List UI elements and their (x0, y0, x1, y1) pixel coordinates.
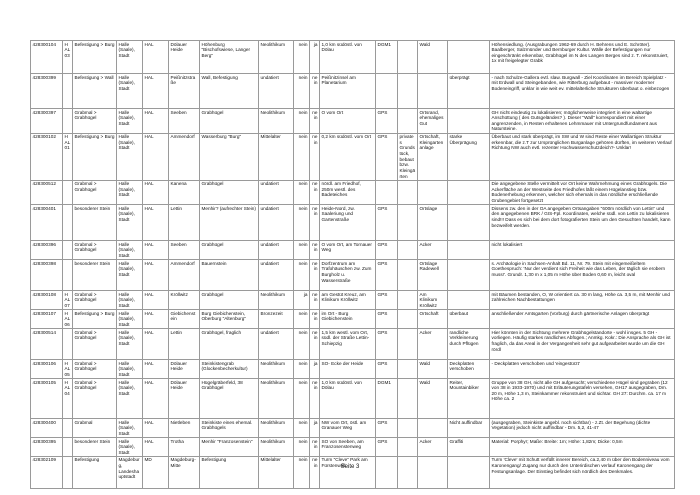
cell-flag: nein (294, 41, 310, 74)
cell-survey: GPS (376, 291, 398, 310)
cell-flag: nein (294, 241, 310, 260)
cell-municipality: Halle (Saale), Stadt (117, 133, 143, 180)
cell-land-use: Wald (418, 379, 448, 419)
cell-flag: nein (294, 205, 310, 241)
cell-flag: nein (294, 109, 310, 134)
cell-category: Grabmal > Grabhügel (73, 379, 117, 419)
cell-id: 428302109 (31, 456, 63, 488)
cell-notes: mit Bäumen bestanden, O, W orientiert ca. 30 m lang, Höhe ca. 3,5 m, mit Menhir und zahlreichen Nachbestattungen (490, 291, 675, 310)
cell-land-use: Ortschaft (418, 310, 448, 329)
cell-district: HAL (143, 260, 169, 291)
cell-location: O vom Ort (320, 109, 376, 134)
cell-land-use: Acker (418, 438, 448, 457)
cell-survey: GPS (376, 310, 398, 329)
cell-locality: Seeben (169, 109, 200, 134)
cell-hal-code (63, 260, 73, 291)
cell-locality: Lettin (169, 205, 200, 241)
cell-owner (398, 41, 418, 74)
cell-land-use (418, 456, 448, 488)
cell-survey: GPS (376, 260, 398, 291)
cell-category: Befestigung > Burg (73, 41, 117, 74)
table-row (31, 241, 675, 260)
cell-locality: Giebichenstein (169, 310, 200, 329)
cell-category: besonderer Stein (73, 260, 117, 291)
cell-id: 428300102 (31, 133, 63, 180)
cell-id: 428300514 (31, 329, 63, 360)
cell-locality: Magdeburg-Mitte (169, 456, 200, 488)
cell-site-name: Menhir "Franzosenstein" (200, 438, 259, 457)
cell-hal-code (63, 74, 73, 109)
cell-locality: Dölauer Heide (169, 379, 200, 419)
table-row (31, 205, 675, 241)
cell-period: Neolithikum (259, 41, 294, 74)
cell-district: HAL (143, 419, 169, 438)
cell-notes: Die angegebene Stelle vermittelt vor Ort keine Wahrnehmung eines Grabhügels. Die Ackerfläche an der Westseite des Friedhofes läßt einem Hügelanstieg bzw. Bodenerhebung erkennen, welcher sich ehemals in das nördliche erschließende Grubengebiet fortgesetzt (490, 180, 675, 205)
cell-notes: (ausgegraben, Steinkiste angebl. noch sichtbar) - z.Zt. der Begehung (dichte Vegetation) jedoch nicht auffindbar - Dm. 5,2, 41-47 (490, 419, 675, 438)
cell-land-use (418, 180, 448, 205)
cell-flag: nein (294, 456, 310, 488)
cell-hal-code (63, 241, 73, 260)
cell-location: 1,0 km südöstl. von Dölau (320, 41, 376, 74)
cell-municipality: Halle (Saale), Stadt (117, 329, 143, 360)
cell-condition (448, 41, 490, 74)
cell-id: 428300396 (31, 241, 63, 260)
cell-land-use: Wald (418, 360, 448, 379)
cell-survey: DGM1 (376, 379, 398, 419)
cell-period: Neolithikum (259, 438, 294, 457)
cell-hal-code (63, 438, 73, 457)
cell-id: 428300399 (31, 74, 63, 109)
cell-municipality: Halle (Saale), Stadt (117, 41, 143, 74)
cell-survey: GPS (376, 205, 398, 241)
cell-location: 0,2 km südöstl. vom Ort (320, 133, 376, 180)
cell-period: Bronzezeit (259, 310, 294, 329)
cell-site-name: Steinkiste eines ehemal. Grabhügels (200, 419, 259, 438)
table-row (31, 291, 675, 310)
cell-flag: nein (294, 310, 310, 329)
cell-category: besonderer Stein (73, 205, 117, 241)
cell-site-name: Höhenburg "Bischofswiese, Langer Berg" (200, 41, 259, 74)
cell-survey: GPS (376, 329, 398, 360)
cell-id: 428300401 (31, 205, 63, 241)
cell-hal-code (63, 456, 73, 488)
cell-condition: Reiter, Mountainbiker (448, 379, 490, 419)
cell-category: Grabmal > Grabhügel (73, 329, 117, 360)
cell-id: 428300104 (31, 41, 63, 74)
cell-survey: DGM1 (376, 41, 398, 74)
cell-category: Grabmal > Grabhügel (73, 109, 117, 134)
cell-id: 428300106 (31, 360, 63, 379)
cell-municipality: Halle (Saale), Stadt (117, 260, 143, 291)
table-row (31, 379, 675, 419)
cell-owner (398, 379, 418, 419)
cell-municipality: Halle (Saale), Stadt (117, 74, 143, 109)
cell-district: HAL (143, 74, 169, 109)
cell-flag: nein (294, 329, 310, 360)
cell-owner (398, 310, 418, 329)
cell-location: Peißnitzinsel am Planetarium (320, 74, 376, 109)
cell-municipality: Halle (Saale), Stadt (117, 205, 143, 241)
cell-municipality: Halle (Saale), Stadt (117, 180, 143, 205)
cell-municipality: Halle (Saale), Stadt (117, 360, 143, 379)
cell-site-name: Wasserburg "Burg" (200, 133, 259, 180)
cell-locality: Trotha (169, 438, 200, 457)
cell-location: am Gestüt Kreuz, am Klinikum Kröllwitz (320, 291, 376, 310)
cell-id: 428300400 (31, 419, 63, 438)
cell-category: Grabmal > Grabhügel (73, 241, 117, 260)
cell-flag: nein (294, 419, 310, 438)
cell-notes: nicht lokalisiert (490, 241, 675, 260)
cell-condition (448, 180, 490, 205)
cell-id: 428300108 (31, 291, 63, 310)
cell-hal-code (63, 180, 73, 205)
table-row (31, 456, 675, 488)
table-row (31, 260, 675, 291)
cell-flag: ja (294, 291, 310, 310)
cell-municipality: Halle (Saale), Stadt (117, 109, 143, 134)
cell-notes: Überbaut und stark überprägt, im SW und W sind Reste einer Wallartigen Struktur erkennbar, die z.T zur Ursprünglichen Burganlage gehören dürften, im weiteren Verlauf Richtung NW auch evtl. rezenter Hochwasserschutzdeich?- Unklar! (490, 133, 675, 180)
cell-site-name: Hügelgräberfeld, 38 Grabhügel (200, 379, 259, 419)
cell-notes: - nach Schulze-Gallera evtl. slaw. Burgwall - Ziel Koordinaten im Bereich Spielplatz - mit Erdwall und Steingebanden, wie Ritterburg aufgebaut - massiver moderner Bodeneingriff, unklar in wie weit ev. mittelalterliche Strukturen überbaut o. einbezogen (490, 74, 675, 109)
cell-location: Turm "Cleve" Park am Fürstenwall (320, 456, 376, 488)
cell-district: HAL (143, 109, 169, 134)
cell-site-name: Grabhügel (200, 241, 259, 260)
cell-locality: Lettin (169, 329, 200, 360)
cell-condition: starke Überprägung (448, 133, 490, 180)
cell-locality: Kröllwitz (169, 291, 200, 310)
cell-status: nein (310, 109, 320, 134)
cell-status: ja (310, 419, 320, 438)
cell-survey (376, 456, 398, 488)
cell-district: MD (143, 456, 169, 488)
cell-status: nein (310, 379, 320, 419)
cell-location: Heide-Nord, zw. Saaleriung und Gartenstraße (320, 205, 376, 241)
cell-status: nein (310, 260, 320, 291)
cell-locality: Dölauer Heide (169, 360, 200, 379)
cell-district: HAL (143, 329, 169, 360)
table-row (31, 419, 675, 438)
table-row (31, 180, 675, 205)
cell-period: Mittelalter (259, 133, 294, 180)
cell-municipality: Magdeburg, Landeshauptstadt (117, 456, 143, 488)
cell-condition (448, 456, 490, 488)
cell-status: nein (310, 438, 320, 457)
cell-status: nein (310, 205, 320, 241)
cell-district: HAL (143, 133, 169, 180)
table-body (31, 41, 675, 489)
cell-survey: GPS (376, 438, 398, 457)
cell-id: 428300105 (31, 379, 63, 419)
cell-locality: Ammendorf (169, 133, 200, 180)
cell-flag: nein (294, 74, 310, 109)
cell-municipality: Halle (Saale), Stadt (117, 241, 143, 260)
cell-condition: Graffiti (448, 438, 490, 457)
cell-flag: nein (294, 379, 310, 419)
cell-status: nein (310, 291, 320, 310)
cell-site-name: Grabhügel, fraglich (200, 329, 259, 360)
cell-notes: anschließender Amtsgarten (Vorburg) durch gärtnerische Anlagen überprägt (490, 310, 675, 329)
cell-category: Grabmal > Grabhügel (73, 291, 117, 310)
cell-notes: Dissens zw. den in der OA angegeben Ortsangaben "600m nördlich von Lettin" und den angegebenen BRK / GIS-Fpl. Koordinaten, welche südl. von Lettin zu lokalisieren sind!!! Dass es sich bei dem dort fotografierten Stein um den Gesuchten handelt, kann bezweifelt werden. (490, 205, 675, 241)
cell-site-name: Steinkistengrab (Glockenbecherkultur) (200, 360, 259, 379)
cell-id: 428300397 (31, 109, 63, 134)
table-row (31, 109, 675, 134)
cell-period: undatiert (259, 205, 294, 241)
cell-land-use: Acker (418, 241, 448, 260)
cell-location: nördl. am Friedhof, 250m westl. des Badeteiches (320, 180, 376, 205)
cell-site-name: Befestigung (200, 456, 259, 488)
cell-district: HAL (143, 205, 169, 241)
cell-hal-code (63, 205, 73, 241)
cell-site-name: Wall, Befestigung (200, 74, 259, 109)
cell-status: nein (310, 456, 320, 488)
cell-site-name: Menhir? (aufrechter Stein) (200, 205, 259, 241)
cell-land-use (418, 74, 448, 109)
cell-locality: Peißnitzstraße (169, 74, 200, 109)
cell-notes: GH nicht eindeutig zu lokalisieren; möglicherweise integriert in eine waltartige Anschüttung ( des Gutsgeländes? ). Dieser "Wall" korrespondiert mit einer angrenzenden, in Resten erhaltenen Lehmmauer mit Untergrundfundament aus Natursteine. (490, 109, 675, 134)
table-row (31, 329, 675, 360)
cell-location: SO- Ecke der Heide (320, 360, 376, 379)
cell-owner (398, 329, 418, 360)
cell-locality: Nietleben (169, 419, 200, 438)
cell-owner (398, 109, 418, 134)
cell-hal-code: HAL01 (63, 133, 73, 180)
cell-site-name: Grabhügel (200, 180, 259, 205)
cell-period: undatiert (259, 329, 294, 360)
cell-period: Neolithikum (259, 360, 294, 379)
cell-period: Neolithikum (259, 419, 294, 438)
cell-land-use: Acker (418, 329, 448, 360)
cell-location: Dorfzentrum am Trafohäuschen zw. Zum Burgholz u. Wasserstraße (320, 260, 376, 291)
cell-status: nein (310, 180, 320, 205)
cell-hal-code (63, 109, 73, 134)
cell-land-use: Ortschaft, Kleingartenanlage (418, 133, 448, 180)
cell-survey: GPS (376, 109, 398, 134)
cell-condition (448, 241, 490, 260)
monument-table (30, 40, 675, 489)
cell-land-use: Am Klinikum Kröllwitz (418, 291, 448, 310)
cell-land-use (418, 419, 448, 438)
cell-owner (398, 180, 418, 205)
cell-status: nein (310, 133, 320, 180)
cell-survey (376, 180, 398, 205)
cell-status: nein (310, 74, 320, 109)
cell-id: 428300395 (31, 438, 63, 457)
cell-notes: Turm 'Cleve' mit Schutt verfüllt innerer Bereich, ca.2,40 m über den Bodenniveau vom Karonengang/ Zugang nur durch den Unterirdischen verlauf Karonengang der Festungsanlage. Der Einstieg befindet sich nördlich des Denkmales. (490, 456, 675, 488)
cell-owner: privates Grundstück, bebaut bzw. Kleingärten (398, 133, 418, 180)
cell-locality: Dölauer Heide (169, 41, 200, 74)
cell-period: undatiert (259, 241, 294, 260)
cell-status: ja (310, 360, 320, 379)
cell-municipality: Halle (Saale), Stadt (117, 291, 143, 310)
cell-locality: Seeben (169, 241, 200, 260)
cell-owner (398, 74, 418, 109)
cell-category: Befestigung > Burg (73, 133, 117, 180)
cell-owner (398, 205, 418, 241)
cell-flag: nein (294, 260, 310, 291)
cell-district: HAL (143, 310, 169, 329)
cell-land-use: Ortsrand, ehemaliges Gut (418, 109, 448, 134)
cell-district: HAL (143, 180, 169, 205)
cell-land-use: Wald (418, 41, 448, 74)
cell-owner (398, 241, 418, 260)
cell-condition (448, 260, 490, 291)
cell-municipality: Halle (Saale), Stadt (117, 419, 143, 438)
cell-owner (398, 291, 418, 310)
cell-id: 428300107 (31, 310, 63, 329)
cell-municipality: Halle (Saale), Stadt (117, 379, 143, 419)
cell-notes: - Deckplatten verschoben und 'eingestürzt' (490, 360, 675, 379)
cell-owner (398, 360, 418, 379)
cell-owner (398, 260, 418, 291)
cell-hal-code: HAL06 (63, 310, 73, 329)
cell-municipality: Halle (Saale), Stadt (117, 310, 143, 329)
cell-hal-code: HAL05 (63, 360, 73, 379)
cell-condition (448, 109, 490, 134)
cell-site-name: Grabhügel (200, 109, 259, 134)
cell-period: Neolithikum (259, 291, 294, 310)
cell-period: undatiert (259, 260, 294, 291)
cell-hal-code (63, 419, 73, 438)
cell-category: Grabmal (73, 419, 117, 438)
cell-notes: Hier könnten in der Sichtung mehrere Grabhügelstandorte - wohl insges. 5 GH - vorliegen. Häufig starkes randliches Abfügen.; Anmkg. Kokr.: Die Ansprache als GH ist fraglich, da das Areal in der Vergangenheit sehr gut aufgearbeitet wurde um die GH rördl (490, 329, 675, 360)
cell-hal-code: HAL04 (63, 379, 73, 419)
table-row (31, 438, 675, 457)
table-row (31, 74, 675, 109)
cell-notes: s. Archäologie in Sachsen-Anhalt Bd. 11, Nr. 79. Stein mit eingemeißeltem Goethespruch: 'Nur der verdient sich Freiheit wie das Leben, der täglich sie erobern muss!'. Grundr. 1,30 m x 1,05 m Höhe über Boden 0,60 m, leicht oval (490, 260, 675, 291)
cell-location: NW vom Ort, östl. am Granauer Weg (320, 419, 376, 438)
cell-period: Mittelalter (259, 456, 294, 488)
cell-category: besonderer Stein (73, 438, 117, 457)
cell-hal-code (63, 329, 73, 360)
cell-district: HAL (143, 241, 169, 260)
cell-hal-code: HAL07 (63, 291, 73, 310)
cell-site-name: Burg Giebichenstein, Oberburg "Altenburg" (200, 310, 259, 329)
cell-survey: GPS (376, 360, 398, 379)
cell-flag: nein (294, 180, 310, 205)
cell-municipality: Halle (Saale), Stadt (117, 438, 143, 457)
cell-district: HAL (143, 41, 169, 74)
cell-district: HAL (143, 438, 169, 457)
table-row (31, 133, 675, 180)
cell-district: HAL (143, 379, 169, 419)
cell-location: 1,5 km westl. vom Ort, südl. der Straße Lettin-Schiepzig (320, 329, 376, 360)
table-row (31, 360, 675, 379)
cell-condition: überbaut (448, 310, 490, 329)
cell-hal-code: HAL03 (63, 41, 73, 74)
cell-condition: Deckplatten verschoben (448, 360, 490, 379)
cell-status: nein (310, 310, 320, 329)
cell-owner (398, 419, 418, 438)
cell-period: undatiert (259, 74, 294, 109)
cell-location: O vom Ort, am Tornauer Weg (320, 241, 376, 260)
cell-status: nein (310, 329, 320, 360)
cell-condition (448, 205, 490, 241)
cell-survey: GPS (376, 419, 398, 438)
cell-status: nein (310, 241, 320, 260)
cell-id: 428300512 (31, 180, 63, 205)
cell-survey (376, 74, 398, 109)
cell-flag: nein (294, 133, 310, 180)
cell-flag: nein (294, 438, 310, 457)
table-row (31, 41, 675, 74)
cell-category: Befestigung > Wall (73, 74, 117, 109)
cell-condition (448, 291, 490, 310)
cell-flag: nein (294, 360, 310, 379)
cell-period: Neolithikum (259, 379, 294, 419)
cell-condition: überprägt (448, 74, 490, 109)
cell-site-name: Bauernstein (200, 260, 259, 291)
cell-condition: randliche Verkleinerung durch Pflügen (448, 329, 490, 360)
cell-condition: Nicht auffindbar (448, 419, 490, 438)
cell-notes: Gruppe von 38 GH, nicht alle GH aufgesucht; verschiedene Hügel sind gegraben (12 von 38 in 1933-1970) und mit Erläuterungstafeln versehen, GH17 ausgegraben, Dm. 20 m, Höhe 1,3 m, Steinkammer rekonstruiert und sichtar. GH 27: Durchm. ca. 17 m Höhe ca. 2 (490, 379, 675, 419)
cell-location: SO von Seeben, am Franzosenstenweg (320, 438, 376, 457)
cell-survey: GPS (376, 133, 398, 180)
cell-owner (398, 456, 418, 488)
cell-land-use: Ortslage Radewell (418, 260, 448, 291)
cell-survey: GPS (376, 241, 398, 260)
cell-period: undatiert (259, 180, 294, 205)
cell-id: 428300398 (31, 260, 63, 291)
page-number: Seite 3 (340, 464, 360, 470)
table-row (31, 310, 675, 329)
cell-district: HAL (143, 360, 169, 379)
cell-category: Befestigung (73, 456, 117, 488)
cell-notes: Höhensiedlung. (Ausgrabungen 1962-69 durch H. Behrens und E. Schröter). Baalberger, Salzmünder und Bernburger Kultur. Wälle der Befestigungen nur eingeschränkt erkennbar, Grabhügel im N des Langen Berges sind z. T. rekonstruiert, 1x mit freigelegter Grabk (490, 41, 675, 74)
cell-owner (398, 438, 418, 457)
cell-period: Neolithikum (259, 109, 294, 134)
cell-category: Grabmal > Grabhügel (73, 360, 117, 379)
cell-location: im Ort - Burg Giebichenstein (320, 310, 376, 329)
cell-site-name: Grabhügel (200, 291, 259, 310)
cell-locality: Kanena (169, 180, 200, 205)
cell-location: 1,0 km südöstl. von Dölau (320, 379, 376, 419)
cell-status: ja (310, 41, 320, 74)
cell-district: HAL (143, 291, 169, 310)
cell-category: Befestigung > Burg (73, 310, 117, 329)
cell-land-use: Ortslage (418, 205, 448, 241)
cell-locality: Ammendorf (169, 260, 200, 291)
cell-notes: Material: Porphyr; Maße: Breite: 1m; Höhe: 1,82m; Dicke: 0,5m (490, 438, 675, 457)
cell-category: Grabmal > Grabhügel (73, 180, 117, 205)
